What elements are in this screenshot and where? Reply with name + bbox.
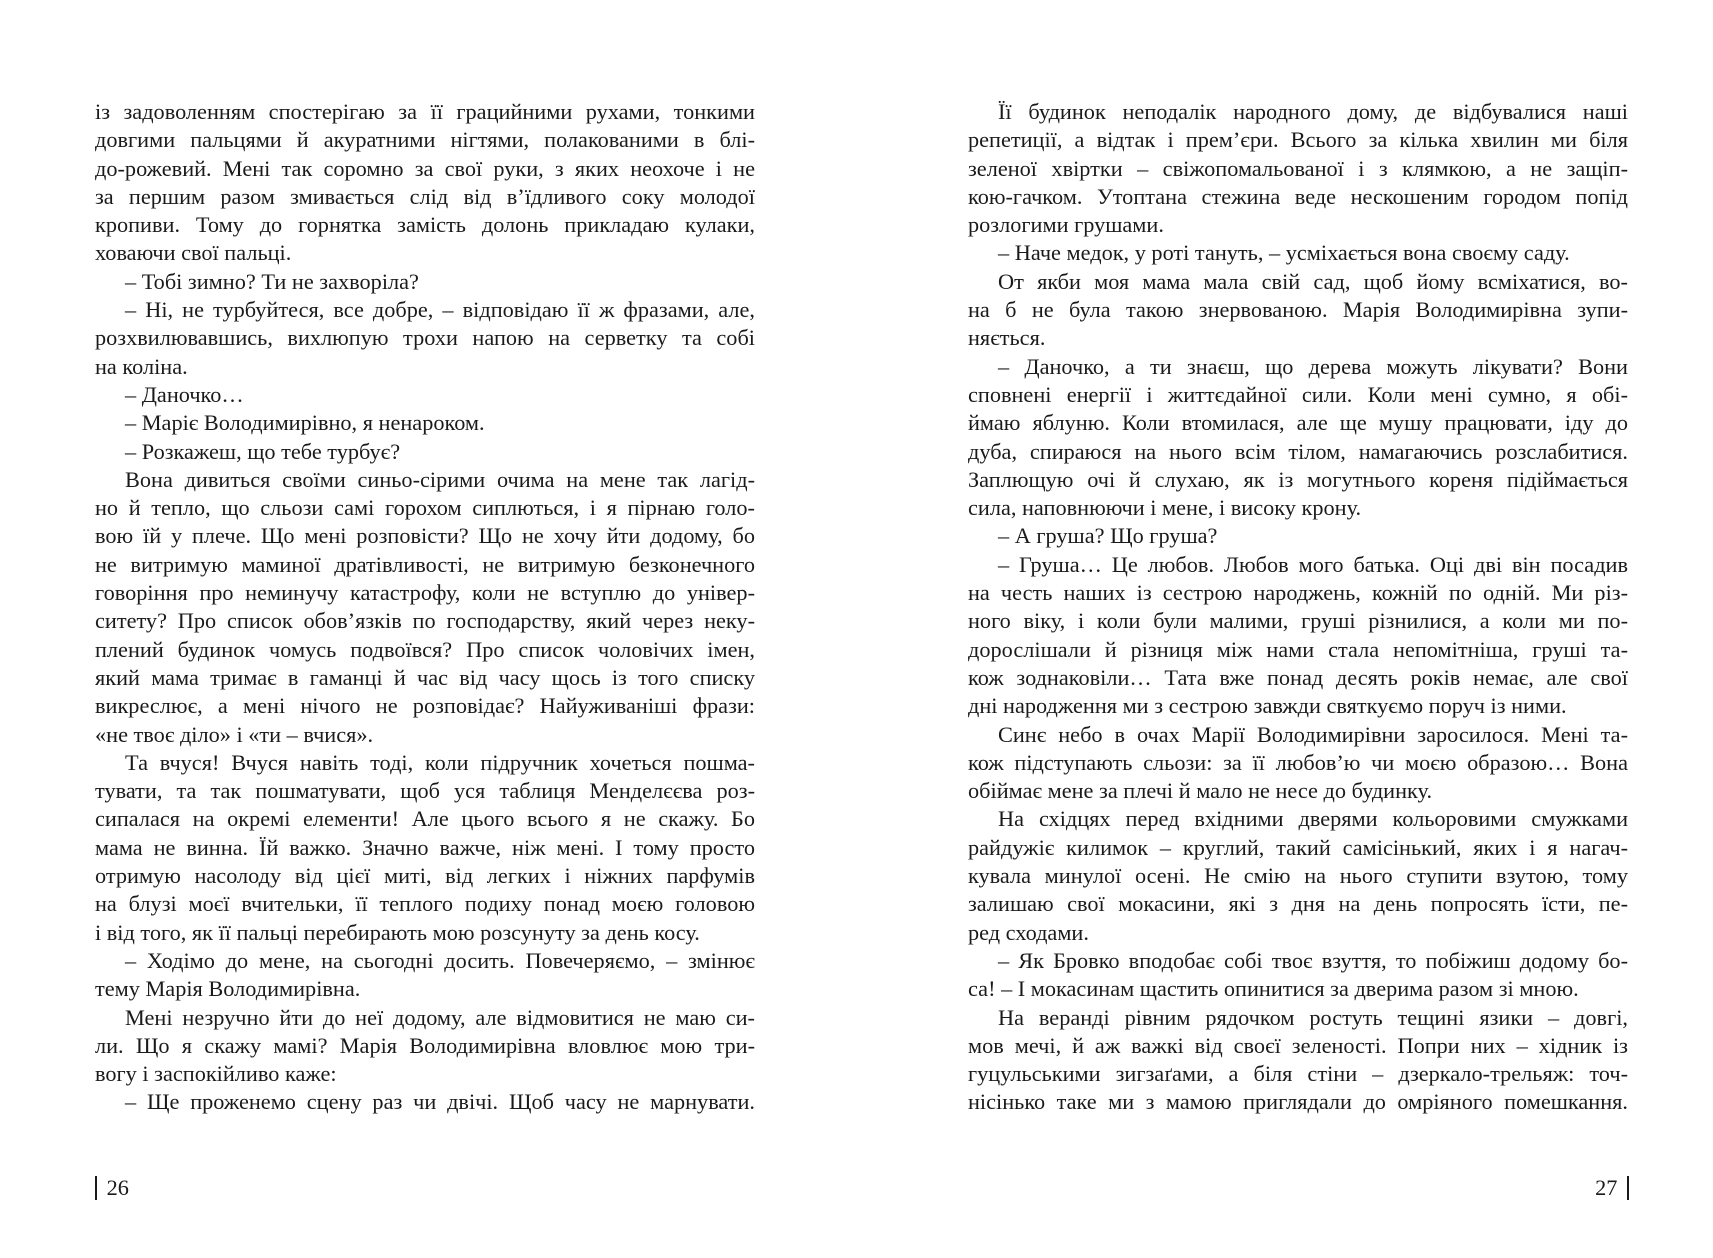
- text-line: ситету? Про список обов’язків по господарству, який через неку-: [95, 608, 755, 634]
- text-line: – Тобі зимно? Ти не захворіла?: [125, 268, 419, 294]
- folio-rule: [1627, 1176, 1629, 1200]
- text-line: мов мечі, й аж важкі від своєї зеленості. Попри них – хідник із: [968, 1032, 1628, 1058]
- left-page-number: 26: [106, 1175, 129, 1200]
- text-line: дуба, спираюся на нього всім тілом, намагаючись розслабитися.: [968, 438, 1628, 464]
- text-line: довгими пальцями й акуратними нігтями, полакованими в блі-: [95, 127, 755, 153]
- text-line: Мені незручно йти до неї додому, але відмовитися не маю си-: [125, 1004, 755, 1030]
- left-page-text: [95, 98, 755, 1117]
- text-line: ред сходами.: [968, 919, 1089, 945]
- text-line: кою-гачком. Утоптана стежина веде нескошеним городом попід: [968, 183, 1628, 209]
- text-line: Вона дивиться своїми синьо-сірими очима на мене так лагід-: [125, 466, 755, 492]
- text-line: до-рожевий. Мені так соромно за свої руки, з яких неохоче і не: [95, 155, 755, 181]
- text-line: репетиції, а відтак і прем’єри. Всього за кілька хвилин ми біля: [968, 127, 1628, 153]
- text-line: – А груша? Що груша?: [998, 523, 1218, 549]
- text-line: – Ні, не турбуйтеся, все добре, – відповідаю її ж фразами, але,: [125, 297, 755, 323]
- text-line: вою їй у плече. Що мені розповісти? Що не хочу йти додому, бо: [95, 523, 755, 549]
- text-line: не витримую маминої дратівливості, не витримую безконечного: [95, 551, 755, 577]
- text-line: на честь наших із сестрою народжень, кожній по одній. Ми різ-: [968, 580, 1628, 606]
- text-line: са! – І мокасинам щастить опинитися за дверима разом зі мною.: [968, 976, 1579, 1002]
- text-line: райдужіє килимок – круглий, такий самісінький, яких і я нагач-: [968, 834, 1628, 860]
- text-line: тувати, та так пошматувати, щоб уся таблиця Менделєєва роз-: [95, 778, 755, 804]
- text-line: за першим разом змивається слід від в’їдливого соку молодої: [95, 183, 755, 209]
- text-line: сповнені енергії і життєдайної сили. Коли мені сумно, я обі-: [968, 381, 1628, 407]
- text-line: Її будинок неподалік народного дому, де відбувалися наші: [998, 99, 1628, 124]
- text-line: ховаючи свої пальці.: [95, 240, 292, 266]
- text-line: – Розкажеш, що тебе турбує?: [125, 438, 401, 464]
- text-line: тему Марія Володимирівна.: [95, 976, 361, 1002]
- text-line: вогу і заспокійливо каже:: [95, 1061, 337, 1087]
- text-line: – Груша… Це любов. Любов мого батька. Оці дві він посадив: [998, 551, 1628, 577]
- text-line: «не твоє діло» і «ти – вчися».: [95, 721, 374, 747]
- text-line: На веранді рівним рядочком ростуть тещині язики – довгі,: [998, 1004, 1628, 1030]
- text-line: – Ще проженемо сцену раз чи двічі. Щоб часу не марнувати.: [125, 1089, 755, 1115]
- text-line: обіймає мене за плечі й мало не несе до будинку.: [968, 778, 1433, 804]
- text-line: Та вчуся! Вчуся навіть тоді, коли підручник хочеться пошма-: [125, 749, 755, 775]
- text-line: ймаю яблуню. Коли втомилася, але ще мушу працювати, іду до: [968, 410, 1628, 436]
- text-line: нісінько таке ми з мамою приглядали до омріяного помешкання.: [968, 1089, 1628, 1115]
- text-line: ного віку, і коли були малими, груші різнилися, а коли ми по-: [968, 608, 1628, 634]
- text-line: Заплющую очі й слухаю, як із могутнього кореня підіймається: [968, 466, 1628, 492]
- text-line: на блузі моєї вчительки, її теплого подиху понад моєю головою: [95, 891, 755, 917]
- text-line: кож зоднаковіли… Тата вже понад десять років немає, але свої: [968, 664, 1628, 690]
- text-line: кропиви. Тому до горнятка замість долонь прикладаю кулаки,: [95, 212, 755, 238]
- text-line: но й тепло, що сльози самі горохом сиплються, і я пірнаю голо-: [95, 495, 755, 521]
- text-line: сипалася на окремі елементи! Але цього всього я не скажу. Бо: [95, 806, 755, 832]
- text-line: – Даночко, а ти знаєш, що дерева можуть лікувати? Вони: [998, 353, 1628, 379]
- text-line: і від того, як її пальці перебирають мою розсунуту за день косу.: [95, 919, 700, 945]
- text-line: кувала минулої осені. Не смію на нього ступити взутою, тому: [968, 863, 1628, 889]
- text-line: На східцях перед вхідними дверями кольоровими смужками: [998, 806, 1628, 832]
- right-page-number: 27: [1595, 1175, 1618, 1200]
- text-line: Синє небо в очах Марії Володимирівни заросилося. Мені та-: [998, 721, 1628, 747]
- text-line: сила, наповнюючи і мене, і високу крону.: [968, 495, 1362, 521]
- text-line: От якби моя мама мала свій сад, щоб йому всміхатися, во-: [998, 268, 1628, 294]
- text-line: плений будинок чомусь подвоївся? Про список чоловічих імен,: [95, 636, 755, 662]
- text-line: отримую насолоду від цієї миті, від легких і ніжних парфумів: [95, 863, 755, 889]
- text-line: – Ходімо до мене, на сьогодні досить. Повечеряємо, – змінює: [125, 947, 755, 973]
- text-line: говоріння про неминучу катастрофу, коли не вступлю до універ-: [95, 580, 755, 606]
- text-line: із задоволенням спостерігаю за її грацийними рухами, тонкими: [95, 99, 755, 124]
- text-line: гуцульськими зигзаґами, а біля стіни – дзеркало-трельяж: точ-: [968, 1061, 1628, 1087]
- text-line: – Маріє Володимирівно, я ненароком.: [125, 410, 485, 436]
- text-line: дні народження ми з сестрою завжди святкуємо поруч із ними.: [968, 693, 1567, 719]
- text-line: – Як Бровко вподобає собі твоє взуття, то побіжиш додому бо-: [998, 947, 1628, 973]
- text-line: залишаю свої мокасини, які з дня на день попросять їсти, пе-: [968, 891, 1628, 917]
- left-page-folio: [95, 1174, 129, 1202]
- text-line: мама не винна. Їй важко. Значно важче, ніж мені. І тому просто: [95, 834, 755, 860]
- text-line: дорослішали й різниця між нами стала непомітніша, груші та-: [968, 636, 1628, 662]
- folio-rule: [95, 1176, 97, 1200]
- text-line: який мама тримає в гаманці й час від часу щось із того списку: [95, 664, 755, 690]
- text-line: няється.: [968, 325, 1046, 351]
- text-line: кож підступають сльози: за її любов’ю чи моєю образою… Вона: [968, 749, 1628, 775]
- text-line: ли. Що я скажу мамі? Марія Володимирівна вловлює мою три-: [95, 1032, 755, 1058]
- text-line: на коліна.: [95, 353, 188, 379]
- text-line: розхвилювавшись, вихлюпую трохи напою на серветку та собі: [95, 325, 755, 351]
- text-line: – Даночко…: [125, 381, 244, 407]
- right-page-text: [968, 98, 1628, 1117]
- text-line: зеленої хвіртки – свіжопомальованої і з клямкою, а не защіп-: [968, 155, 1628, 181]
- text-line: розлогими грушами.: [968, 212, 1164, 238]
- text-line: викреслює, а мені нічого не розповідає? Найуживаніші фрази:: [95, 693, 755, 719]
- text-line: – Наче медок, у роті тануть, – усміхається вона своєму саду.: [998, 240, 1570, 266]
- text-line: на б не була такою знервованою. Марія Володимирівна зупи-: [968, 297, 1628, 323]
- right-page-folio: [1595, 1174, 1629, 1202]
